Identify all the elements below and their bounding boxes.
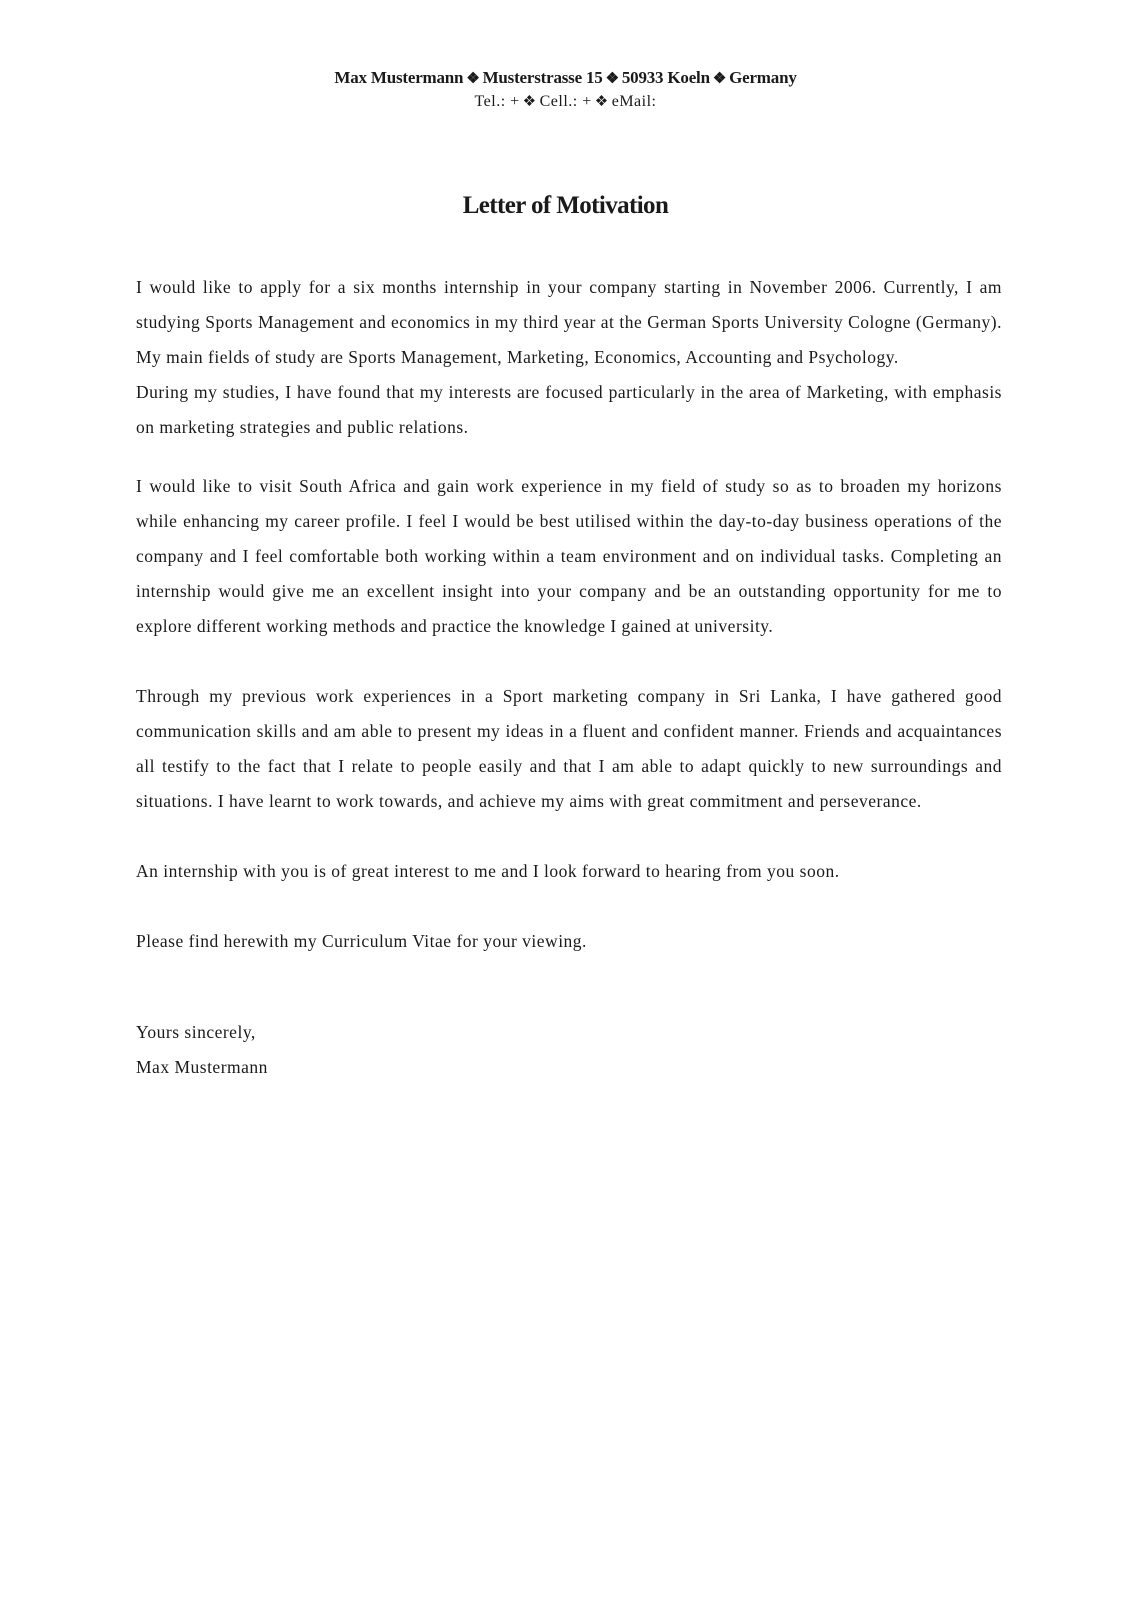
- sender-street: Musterstrasse 15: [482, 68, 603, 87]
- separator-icon: ❖: [466, 71, 480, 87]
- paragraph-interest: An internship with you is of great interest to me and I look forward to hearing from you soon.: [136, 861, 840, 881]
- sender-city: 50933 Koeln: [621, 68, 710, 87]
- separator-icon: ❖: [605, 71, 619, 87]
- paragraph-motivation: I would like to visit South Africa and gain work experience in my field of study so as to broaden my horizons while enhancing my career profile. I feel I would be best utilised within the day-to-day business operations of the company and I feel comfortable both working within a team environment and on individual tasks. Completing an internship would give me an excellent insight into your company and be an outstanding opportunity for me to explore different working methods and practice the knowledge I gained at university.: [136, 476, 1002, 636]
- cell-label: Cell.: +: [539, 93, 592, 110]
- sender-address-line: [0, 66, 1131, 91]
- letter-header: [0, 66, 1131, 113]
- sender-contact-line: [0, 91, 1131, 113]
- paragraph-cv: Please find herewith my Curriculum Vitae for your viewing.: [136, 931, 587, 951]
- letter-title: Letter of Motivation: [462, 192, 669, 219]
- sender-country: Germany: [729, 68, 797, 87]
- paragraph-intro: I would like to apply for a six months internship in your company starting in November 2006. Currently, I am studying Sports Management and economics in my third year at the German Sports University Cologne (Germany). My main fields of study are Sports Management, Marketing, Economics, Accounting and Psychology.: [136, 277, 1002, 367]
- closing-salutation: Yours sincerely,: [136, 1022, 256, 1042]
- paragraph-interests: During my studies, I have found that my interests are focused particularly in the area of Marketing, with emphasis on marketing strategies and public relations.: [136, 382, 1002, 437]
- letter-body: [136, 270, 1002, 1085]
- tel-label: Tel.: +: [474, 93, 520, 110]
- sender-name: Max Mustermann: [334, 68, 464, 87]
- separator-icon: ❖: [522, 94, 537, 110]
- separator-icon: ❖: [712, 71, 727, 87]
- paragraph-experience: Through my previous work experiences in a Sport marketing company in Sri Lanka, I have gathered good communication skills and am able to present my ideas in a fluent and confident manner. Friends and acquaintances all testify to the fact that I relate to people easily and that I am able to adapt quickly to new surroundings and situations. I have learnt to work towards, and achieve my aims with great commitment and perseverance.: [136, 686, 1002, 811]
- separator-icon: ❖: [594, 94, 609, 110]
- signature-name: Max Mustermann: [136, 1057, 268, 1077]
- email-label: eMail:: [611, 93, 657, 110]
